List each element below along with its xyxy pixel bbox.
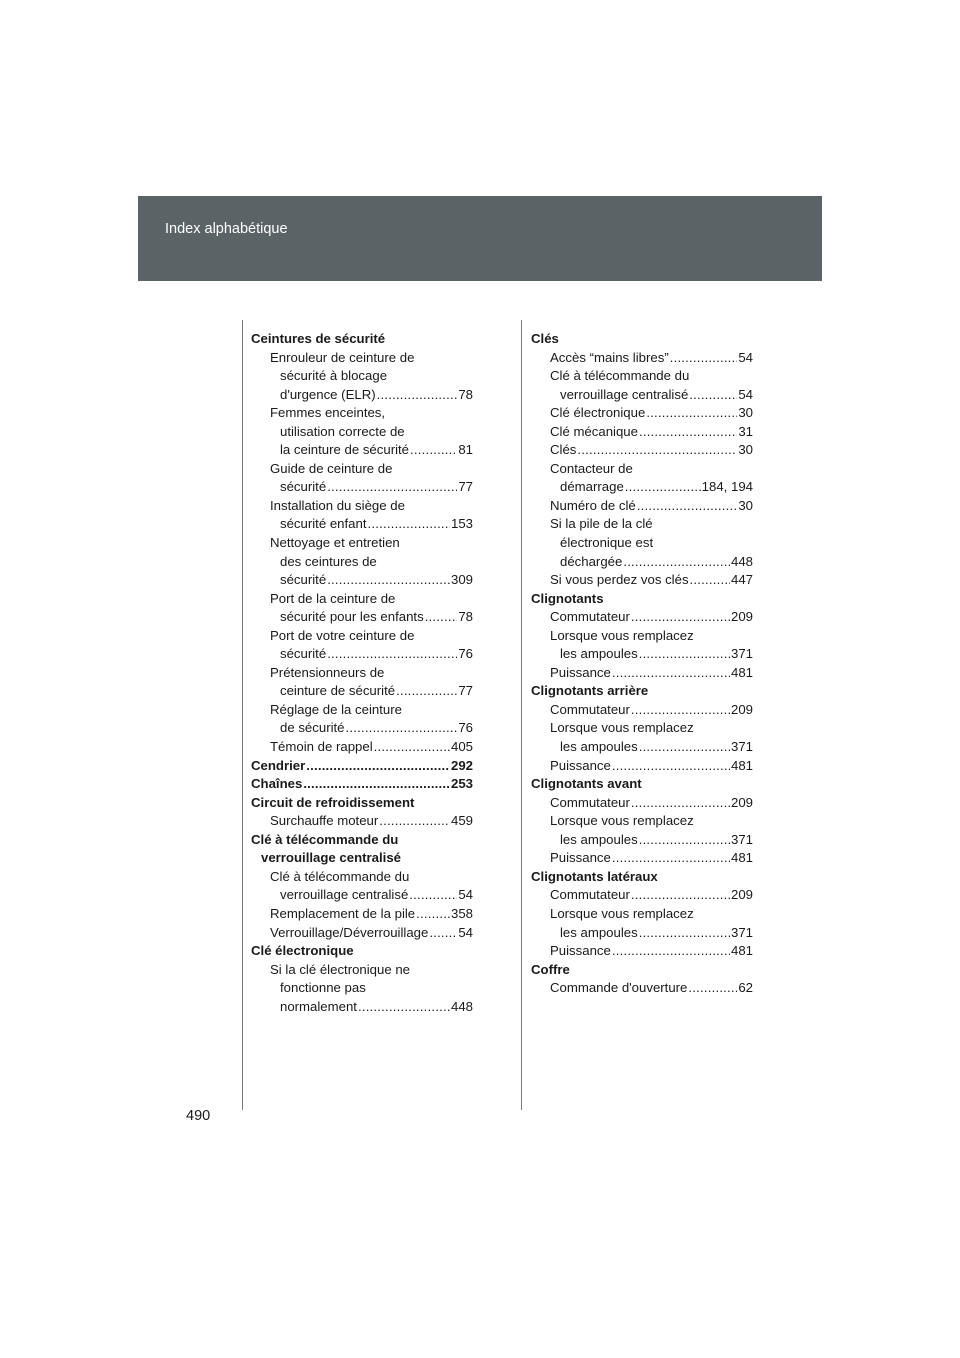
entry-text: utilisation correcte de: [280, 423, 405, 439]
index-entry: [531, 905, 753, 924]
entry-text: Commande d'ouverture: [550, 980, 688, 996]
index-heading: [531, 590, 753, 609]
entry-text: Numéro de clé: [550, 497, 636, 513]
entry-text: Surchauffe moteur: [270, 813, 379, 829]
entry-text: sécurité à blocage: [280, 368, 388, 384]
page-reference: 481: [730, 850, 753, 866]
entry-text: électronique est: [560, 535, 654, 551]
entry-text: sécurité pour les enfants: [280, 609, 424, 625]
dot-leader: [639, 423, 737, 442]
dot-leader: [625, 478, 701, 497]
entry-text: Verrouillage/Déverrouillage: [270, 924, 429, 940]
index-entry: [531, 404, 753, 423]
dot-leader: [377, 386, 458, 405]
index-entry: [251, 682, 473, 701]
page-reference: 78: [458, 609, 473, 625]
index-entry: [531, 831, 753, 850]
index-entry: [531, 367, 753, 386]
index-entry: [531, 553, 753, 572]
entry-text: les ampoules: [560, 739, 638, 755]
entry-text: Si vous perdez vos clés: [550, 572, 689, 588]
page-reference: 371: [730, 924, 753, 940]
entry-text: Enrouleur de ceinture de: [270, 349, 415, 365]
entry-text: sécurité enfant: [280, 516, 367, 532]
entry-text: Puissance: [550, 943, 611, 959]
dot-leader: [368, 515, 450, 534]
dot-leader: [639, 645, 730, 664]
index-entry: [531, 924, 753, 943]
entry-text: Accès “mains libres”: [550, 349, 669, 365]
entry-text: Ceintures de sécurité: [251, 331, 386, 346]
dot-leader: [327, 571, 450, 590]
dot-leader: [416, 905, 450, 924]
entry-text: Commutateur: [550, 701, 630, 717]
index-entry: [251, 664, 473, 683]
index-entry: [531, 812, 753, 831]
dot-leader: [346, 719, 458, 738]
dot-leader: [303, 775, 450, 794]
column-divider-left: [242, 320, 243, 1110]
index-entry: [531, 757, 753, 776]
index-heading: [251, 849, 473, 868]
index-entry: [251, 553, 473, 572]
index-entry: [251, 645, 473, 664]
dot-leader: [374, 738, 450, 757]
section-header-band: [138, 196, 822, 281]
entry-text: Puissance: [550, 757, 611, 773]
page-reference: 405: [450, 739, 473, 755]
page-reference: 481: [730, 943, 753, 959]
dot-leader: [327, 478, 457, 497]
entry-text: Circuit de refroidissement: [251, 794, 415, 810]
entry-text: Clé mécanique: [550, 423, 638, 439]
entry-text: Installation du siège de: [270, 497, 405, 513]
index-entry: [531, 534, 753, 553]
page-reference: 184, 194: [701, 479, 753, 495]
entry-text: Remplacement de la pile: [270, 905, 416, 921]
index-entry: [531, 627, 753, 646]
page-reference: 209: [730, 701, 753, 717]
dot-leader: [639, 738, 730, 757]
index-heading: [531, 868, 753, 887]
entry-text: verrouillage centralisé: [261, 850, 402, 866]
entry-text: Puissance: [550, 850, 611, 866]
entry-text: Puissance: [550, 664, 611, 680]
index-heading: [251, 775, 473, 794]
page-number: 490: [186, 1108, 211, 1124]
dot-leader: [410, 441, 457, 460]
page-reference: 77: [458, 479, 473, 495]
entry-text: Si la pile de la clé: [550, 516, 653, 532]
index-heading: [251, 794, 473, 813]
entry-text: Clés: [531, 331, 559, 346]
page-reference: 371: [730, 831, 753, 847]
dot-leader: [637, 497, 738, 516]
dot-leader: [327, 645, 457, 664]
index-entry: [531, 886, 753, 905]
index-entry: [251, 738, 473, 757]
page-reference: 54: [458, 887, 473, 903]
page-reference: 62: [738, 980, 753, 996]
page-reference: 30: [738, 442, 753, 458]
dot-leader: [690, 571, 730, 590]
index-entry: [251, 441, 473, 460]
index-entry: [251, 812, 473, 831]
entry-text: Clignotants avant: [531, 776, 642, 792]
column-divider-middle: [521, 320, 522, 1110]
entry-text: Nettoyage et entretien: [270, 535, 400, 551]
index-entry: [531, 423, 753, 442]
dot-leader: [358, 998, 450, 1017]
index-entry: [531, 478, 753, 497]
index-heading: [531, 775, 753, 794]
entry-text: Si la clé électronique ne: [270, 961, 411, 977]
index-entry: [531, 515, 753, 534]
entry-text: Clé à télécommande du: [270, 868, 410, 884]
index-entry: [251, 386, 473, 405]
dot-leader: [612, 942, 730, 961]
dot-leader: [612, 849, 730, 868]
index-entry: [531, 719, 753, 738]
index-heading: [251, 330, 473, 349]
entry-text: ceinture de sécurité: [280, 683, 396, 699]
index-heading: [251, 757, 473, 776]
dot-leader: [612, 664, 730, 683]
page-reference: 54: [738, 386, 753, 402]
index-entry: [251, 423, 473, 442]
page-reference: 209: [730, 887, 753, 903]
page-reference: 54: [738, 349, 753, 365]
page-reference: 153: [450, 516, 473, 532]
dot-leader: [577, 441, 737, 460]
dot-leader: [306, 757, 450, 776]
index-entry: [251, 534, 473, 553]
page-reference: 78: [458, 386, 473, 402]
page-reference: 447: [730, 572, 753, 588]
entry-text: les ampoules: [560, 831, 638, 847]
page-reference: 459: [450, 813, 473, 829]
index-entry: [251, 367, 473, 386]
entry-text: Prétensionneurs de: [270, 664, 385, 680]
index-entry: [531, 794, 753, 813]
index-entry: [251, 868, 473, 887]
dot-leader: [379, 812, 450, 831]
index-entry: [251, 979, 473, 998]
entry-text: Commutateur: [550, 794, 630, 810]
entry-text: d'urgence (ELR): [280, 386, 376, 402]
index-entry: [251, 404, 473, 423]
entry-text: Clé à télécommande du: [550, 368, 690, 384]
entry-text: Coffre: [531, 961, 570, 977]
index-heading: [531, 330, 753, 349]
index-entry: [251, 590, 473, 609]
index-entry: [251, 905, 473, 924]
dot-leader: [396, 682, 457, 701]
index-column-left: [251, 330, 473, 1016]
entry-text: Lorsque vous remplacez: [550, 905, 694, 921]
page-reference: 448: [730, 553, 753, 569]
index-entry: [531, 349, 753, 368]
page-reference: 309: [450, 572, 473, 588]
page-reference: 76: [458, 646, 473, 662]
index-entry: [531, 497, 753, 516]
page-reference: 481: [730, 664, 753, 680]
index-entry: [531, 664, 753, 683]
index-entry: [251, 497, 473, 516]
index-entry: [251, 701, 473, 720]
index-entry: [531, 645, 753, 664]
dot-leader: [639, 924, 730, 943]
dot-leader: [425, 608, 458, 627]
dot-leader: [688, 979, 737, 998]
page-reference: 30: [738, 497, 753, 513]
index-heading: [251, 831, 473, 850]
index-entry: [531, 979, 753, 998]
page-reference: 76: [458, 720, 473, 736]
entry-text: Clé électronique: [251, 943, 354, 959]
entry-text: Réglage de la ceinture: [270, 701, 402, 717]
index-entry: [251, 924, 473, 943]
entry-text: Clignotants arrière: [531, 683, 649, 699]
index-entry: [251, 349, 473, 368]
dot-leader: [670, 349, 738, 368]
entry-text: Port de votre ceinture de: [270, 627, 415, 643]
entry-text: Commutateur: [550, 887, 630, 903]
entry-text: Clignotants latéraux: [531, 868, 658, 884]
page-reference: 358: [450, 905, 473, 921]
entry-text: sécurité: [280, 572, 327, 588]
entry-text: démarrage: [560, 479, 624, 495]
entry-text: les ampoules: [560, 924, 638, 940]
page-reference: 371: [730, 646, 753, 662]
dot-leader: [639, 831, 730, 850]
index-entry: [531, 608, 753, 627]
entry-text: Chaînes: [251, 776, 303, 792]
dot-leader: [646, 404, 737, 423]
entry-text: Clé à télécommande du: [251, 831, 399, 847]
index-entry: [251, 719, 473, 738]
dot-leader: [612, 757, 730, 776]
index-column-right: [531, 330, 753, 998]
dot-leader: [409, 886, 457, 905]
dot-leader: [631, 886, 730, 905]
dot-leader: [429, 924, 457, 943]
dot-leader: [631, 608, 730, 627]
entry-text: la ceinture de sécurité: [280, 442, 410, 458]
page-reference: 253: [450, 776, 473, 792]
entry-text: Port de la ceinture de: [270, 590, 396, 606]
page-reference: 31: [738, 423, 753, 439]
index-entry: [531, 701, 753, 720]
index-entry: [251, 627, 473, 646]
index-entry: [251, 608, 473, 627]
dot-leader: [631, 794, 730, 813]
index-entry: [531, 460, 753, 479]
page-reference: 209: [730, 794, 753, 810]
index-heading: [531, 961, 753, 980]
dot-leader: [623, 553, 730, 572]
entry-text: Clé électronique: [550, 405, 646, 421]
entry-text: fonctionne pas: [280, 980, 366, 996]
entry-text: normalement: [280, 998, 357, 1014]
entry-text: verrouillage centralisé: [280, 887, 409, 903]
entry-text: Commutateur: [550, 609, 630, 625]
section-title: Index alphabétique: [165, 221, 288, 237]
index-entry: [251, 886, 473, 905]
index-entry: [531, 738, 753, 757]
index-entry: [251, 571, 473, 590]
page-reference: 292: [450, 757, 473, 773]
entry-text: verrouillage centralisé: [560, 386, 689, 402]
index-entry: [531, 849, 753, 868]
index-heading: [531, 682, 753, 701]
entry-text: sécurité: [280, 479, 327, 495]
index-entry: [251, 998, 473, 1017]
entry-text: Cendrier: [251, 757, 306, 773]
entry-text: les ampoules: [560, 646, 638, 662]
page-reference: 209: [730, 609, 753, 625]
entry-text: Clés: [550, 442, 577, 458]
page-reference: 371: [730, 739, 753, 755]
entry-text: Contacteur de: [550, 460, 633, 476]
entry-text: Lorsque vous remplacez: [550, 627, 694, 643]
dot-leader: [631, 701, 730, 720]
index-entry: [531, 386, 753, 405]
entry-text: sécurité: [280, 646, 327, 662]
entry-text: Lorsque vous remplacez: [550, 720, 694, 736]
index-entry: [251, 478, 473, 497]
entry-text: Lorsque vous remplacez: [550, 813, 694, 829]
entry-text: Femmes enceintes,: [270, 405, 386, 421]
entry-text: déchargée: [560, 553, 623, 569]
page-reference: 77: [458, 683, 473, 699]
page-reference: 54: [458, 924, 473, 940]
page-reference: 30: [738, 405, 753, 421]
entry-text: Clignotants: [531, 590, 604, 606]
index-entry: [531, 571, 753, 590]
page-reference: 81: [458, 442, 473, 458]
entry-text: Guide de ceinture de: [270, 460, 393, 476]
index-entry: [251, 460, 473, 479]
entry-text: de sécurité: [280, 720, 345, 736]
page-reference: 481: [730, 757, 753, 773]
index-heading: [251, 942, 473, 961]
index-entry: [251, 515, 473, 534]
index-entry: [251, 961, 473, 980]
entry-text: des ceintures de: [280, 553, 377, 569]
index-entry: [531, 441, 753, 460]
index-entry: [531, 942, 753, 961]
entry-text: Témoin de rappel: [270, 739, 373, 755]
page-reference: 448: [450, 998, 473, 1014]
dot-leader: [689, 386, 737, 405]
